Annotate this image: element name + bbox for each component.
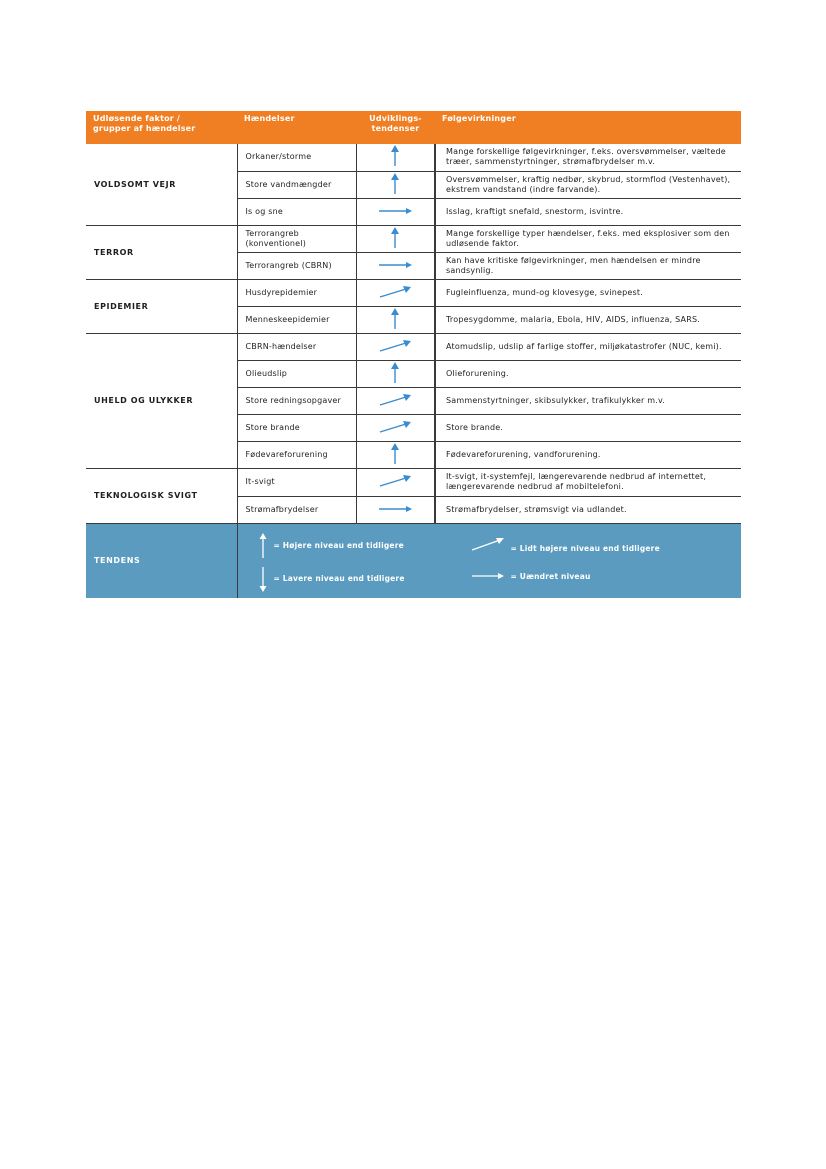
trend-cell	[356, 387, 435, 414]
arrow-up-icon	[389, 443, 401, 465]
table-row	[86, 468, 741, 496]
trend-cell	[356, 252, 435, 279]
trend-cell	[356, 198, 435, 225]
legend-item-up	[258, 533, 404, 559]
trend-cell	[356, 414, 435, 441]
event-cell: Olieudslip	[237, 360, 356, 387]
event-cell: Menneskeepidemier	[237, 306, 356, 333]
table-row	[86, 279, 741, 306]
arrow-up-icon	[389, 362, 401, 384]
event-cell: Is og sne	[237, 198, 356, 225]
category-cell: VOLDSOMT VEJR	[86, 144, 237, 225]
arrow-slight-up-icon	[378, 474, 412, 488]
header-trend	[356, 111, 435, 144]
effect-cell: Strømafbrydelser, strømsvigt via udlandet.	[435, 496, 741, 523]
effect-cell: Oversvømmelser, kraftig nedbør, skybrud, stormflod (Vestenhavet), ekstrem vandstand (indre farvande).	[435, 171, 741, 198]
effect-cell: Mange forskellige følgevirkninger, f.eks. oversvømmelser, væltede træer, sammenstyrtninger, strømafbrydelser m.v.	[435, 144, 741, 171]
legend-label-slight: = Lidt højere niveau end tidligere	[510, 543, 660, 553]
table-row	[86, 333, 741, 360]
header-effects-label: Følgevirkninger	[442, 114, 516, 123]
arrow-down-icon	[258, 566, 268, 592]
arrow-slight-up-icon	[378, 285, 412, 299]
legend-item-slight	[471, 536, 660, 553]
legend-item-flat	[471, 572, 591, 581]
event-cell: Strømafbrydelser	[237, 496, 356, 523]
table-row	[86, 144, 741, 171]
effect-cell: It-svigt, it-systemfejl, længerevarende nedbrud af internettet, længerevarende nedbrud af mobiltelefoni.	[435, 468, 741, 496]
trend-cell	[356, 306, 435, 333]
arrow-slight-up-icon	[378, 393, 412, 407]
effect-cell: Fødevareforurening, vandforurening.	[435, 441, 741, 468]
legend-item-down	[258, 566, 405, 592]
header-factor-line2: grupper af hændelser	[93, 124, 196, 133]
trend-cell	[356, 360, 435, 387]
header-trend-line1: Udviklings-	[369, 114, 422, 123]
event-cell: Orkaner/storme	[237, 144, 356, 171]
header-events	[237, 111, 356, 144]
effect-cell: Mange forskellige typer hændelser, f.eks. med eksplosiver som den udløsende faktor.	[435, 225, 741, 252]
effect-cell: Olieforurening.	[435, 360, 741, 387]
legend-label-up: = Højere niveau end tidligere	[273, 541, 404, 550]
trend-cell	[356, 468, 435, 496]
risk-table	[86, 111, 741, 598]
effect-cell: Fugleinfluenza, mund-og klovesyge, svinepest.	[435, 279, 741, 306]
arrow-slight-up-icon	[471, 537, 505, 551]
event-cell: Store redningsopgaver	[237, 387, 356, 414]
event-cell: Fødevareforurening	[237, 441, 356, 468]
legend-label-down: = Lavere niveau end tidligere	[273, 574, 405, 583]
trend-cell	[356, 225, 435, 252]
arrow-right-icon	[471, 572, 505, 580]
arrow-right-icon	[377, 261, 413, 269]
legend-title: TENDENS	[86, 523, 237, 598]
arrow-up-icon	[258, 533, 268, 559]
event-cell: It-svigt	[237, 468, 356, 496]
legend-label-flat: = Uændret niveau	[510, 571, 591, 581]
category-cell: UHELD OG ULYKKER	[86, 333, 237, 468]
event-cell: Store vandmængder	[237, 171, 356, 198]
arrow-up-icon	[389, 145, 401, 167]
category-cell: EPIDEMIER	[86, 279, 237, 333]
effect-cell: Isslag, kraftigt snefald, snestorm, isvintre.	[435, 198, 741, 225]
trend-cell	[356, 441, 435, 468]
header-factor	[86, 111, 237, 144]
header-factor-line1: Udløsende faktor /	[93, 114, 181, 123]
trend-cell	[356, 279, 435, 306]
header-effects	[435, 111, 741, 144]
effect-cell: Kan have kritiske følgevirkninger, men hændelsen er mindre sandsynlig.	[435, 252, 741, 279]
legend-row	[86, 523, 741, 598]
event-cell: Store brande	[237, 414, 356, 441]
trend-cell	[356, 171, 435, 198]
arrow-up-icon	[389, 227, 401, 249]
header-row	[86, 111, 741, 144]
trend-cell	[356, 496, 435, 523]
trend-cell	[356, 144, 435, 171]
effect-cell: Atomudslip, udslip af farlige stoffer, miljøkatastrofer (NUC, kemi).	[435, 333, 741, 360]
header-trend-line2: tendenser	[371, 124, 420, 133]
event-cell: Terrorangreb (konventionel)	[237, 225, 356, 252]
event-cell: Husdyrepidemier	[237, 279, 356, 306]
arrow-right-icon	[377, 207, 413, 215]
arrow-right-icon	[377, 505, 413, 513]
arrow-slight-up-icon	[378, 420, 412, 434]
arrow-up-icon	[389, 308, 401, 330]
header-events-label: Hændelser	[244, 114, 295, 123]
trend-cell	[356, 333, 435, 360]
category-cell: TERROR	[86, 225, 237, 279]
effect-cell: Sammenstyrtninger, skibsulykker, trafikulykker m.v.	[435, 387, 741, 414]
table-row	[86, 225, 741, 252]
category-cell: TEKNOLOGISK SVIGT	[86, 468, 237, 523]
legend-body	[237, 523, 741, 598]
arrow-up-icon	[389, 173, 401, 195]
event-cell: Terrorangreb (CBRN)	[237, 252, 356, 279]
effect-cell: Tropesygdomme, malaria, Ebola, HIV, AIDS, influenza, SARS.	[435, 306, 741, 333]
effect-cell: Store brande.	[435, 414, 741, 441]
arrow-slight-up-icon	[378, 339, 412, 353]
event-cell: CBRN-hændelser	[237, 333, 356, 360]
